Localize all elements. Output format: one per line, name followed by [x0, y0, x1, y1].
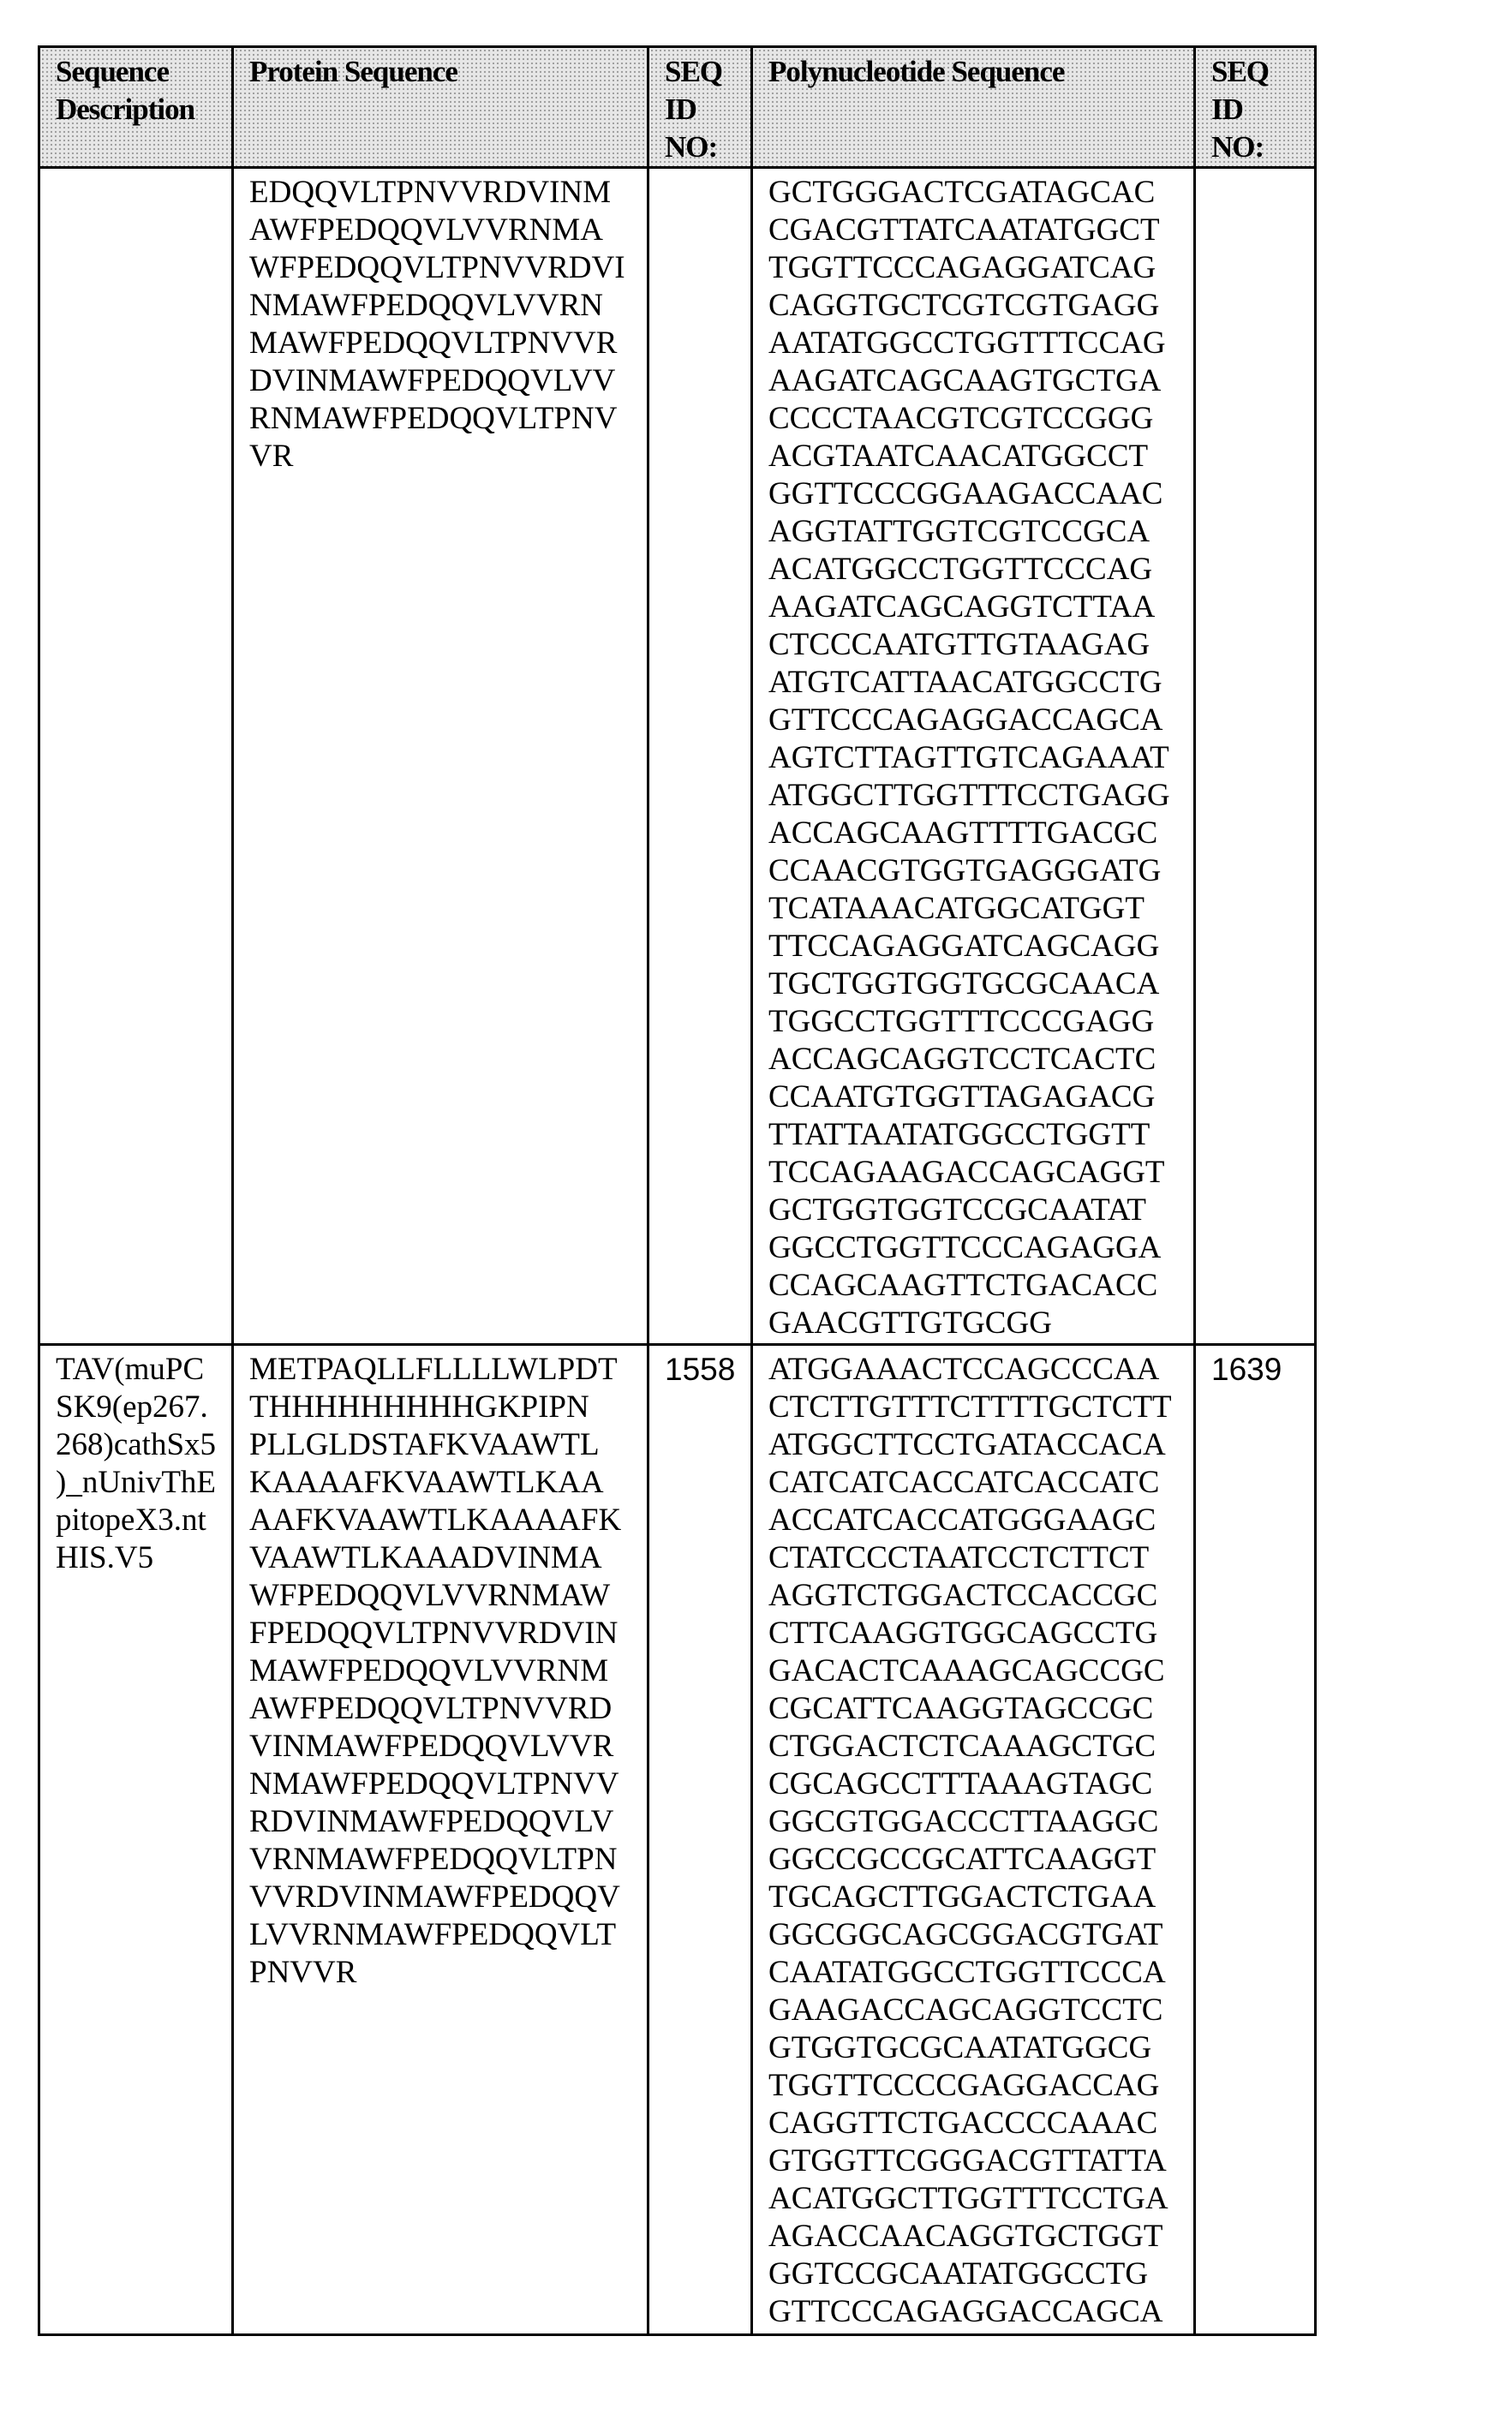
- text-line: METPAQLLFLLLLWLPDT: [249, 1351, 647, 1389]
- text-line: ATGGCTTCCTGATACCACA: [768, 1426, 1193, 1464]
- text-line: GTTCCCAGAGGACCAGCA: [768, 2293, 1193, 2331]
- text-line: VVRDVINMAWFPEDQQV: [249, 1879, 647, 1916]
- text-line: CAATATGGCCTGGTTCCCA: [768, 1954, 1193, 1992]
- text-line: pitopeX3.nt: [56, 1502, 231, 1539]
- text-line: WFPEDQQVLTPNVVRDVI: [249, 249, 647, 287]
- text-line: WFPEDQQVLVVRNMAW: [249, 1577, 647, 1615]
- text-line: AAGATCAGCAGGTCTTAA: [768, 589, 1193, 626]
- text-line: ATGTCATTAACATGGCCTG: [768, 664, 1193, 702]
- text-line: GGCCTGGTTCCCAGAGGA: [768, 1229, 1193, 1267]
- text-line: CGACGTTATCAATATGGCT: [768, 212, 1193, 249]
- text-line: ACCATCACCATGGGAAGC: [768, 1502, 1193, 1539]
- text-line: PNVVR: [249, 1954, 647, 1992]
- text-line: TCCAGAAGACCAGCAGGT: [768, 1154, 1193, 1192]
- text-line: ACGTAATCAACATGGCCT: [768, 438, 1193, 475]
- text-line: MAWFPEDQQVLTPNVVR: [249, 325, 647, 362]
- text-line: AGACCAACAGGTGCTGGT: [768, 2218, 1193, 2256]
- text-line: CAGGTTCTGACCCCAAAC: [768, 2105, 1193, 2142]
- text-line: GCTGGTGGTCCGCAATAT: [768, 1192, 1193, 1229]
- header-polynucleotide-seq-id: [1195, 47, 1316, 168]
- polynucleotide-seq-id-cell: [1195, 168, 1316, 1345]
- text-line: PLLGLDSTAFKVAAWTL: [249, 1426, 647, 1464]
- text-line: LVVRNMAWFPEDQQVLT: [249, 1916, 647, 1954]
- text-line: AGGTATTGGTCGTCCGCA: [768, 513, 1193, 551]
- text-line: TAV(muPC: [56, 1351, 231, 1389]
- header-row: [39, 47, 1316, 168]
- text-line: Sequence: [56, 53, 231, 91]
- text-line: VAAWTLKAAADVINMA: [249, 1539, 647, 1577]
- protein-seq-id-cell: 1558: [648, 1345, 752, 2335]
- text-line: NO:: [665, 128, 750, 166]
- text-line: GGTTCCCGGAAGACCAAC: [768, 475, 1193, 513]
- text-line: CTCTTGTTTCTTTTGCTCTT: [768, 1389, 1193, 1426]
- text-line: GGCCGCCGCATTCAAGGT: [768, 1841, 1193, 1879]
- text-line: CTTCAAGGTGGCAGCCTG: [768, 1615, 1193, 1652]
- text-line: SK9(ep267.: [56, 1389, 231, 1426]
- text-line: GACACTCAAAGCAGCCGC: [768, 1652, 1193, 1690]
- text-line: Protein Sequence: [249, 53, 647, 91]
- text-line: GTTCCCAGAGGACCAGCA: [768, 702, 1193, 739]
- text-line: EDQQVLTPNVVRDVINM: [249, 174, 647, 212]
- text-line: TTCCAGAGGATCAGCAGG: [768, 928, 1193, 965]
- text-line: CTGGACTCTCAAAGCTGC: [768, 1728, 1193, 1766]
- text-line: GTGGTTCGGGACGTTATTA: [768, 2142, 1193, 2180]
- text-line: ACCAGCAGGTCCTCACTC: [768, 1041, 1193, 1079]
- text-line: VINMAWFPEDQQVLVVR: [249, 1728, 647, 1766]
- text-line: GAAGACCAGCAGGTCCTC: [768, 1992, 1193, 2029]
- text-line: ATGGAAACTCCAGCCCAA: [768, 1351, 1193, 1389]
- text-line: SEQ: [665, 53, 750, 91]
- text-line: RNMAWFPEDQQVLTPNV: [249, 400, 647, 438]
- text-line: MAWFPEDQQVLVVRNM: [249, 1652, 647, 1690]
- text-line: GGTCCGCAATATGGCCTG: [768, 2256, 1193, 2293]
- text-line: VRNMAWFPEDQQVLTPN: [249, 1841, 647, 1879]
- text-line: Polynucleotide Sequence: [768, 53, 1193, 91]
- text-line: TGGTTCCCAGAGGATCAG: [768, 249, 1193, 287]
- table-row: [39, 168, 1316, 1345]
- text-line: AWFPEDQQVLTPNVVRD: [249, 1690, 647, 1728]
- text-line: GTGGTGCGCAATATGGCG: [768, 2029, 1193, 2067]
- text-line: ID: [1211, 91, 1314, 128]
- text-line: CCAGCAAGTTCTGACACC: [768, 1267, 1193, 1305]
- header-sequence-description: [39, 47, 233, 168]
- text-line: CTCCCAATGTTGTAAGAG: [768, 626, 1193, 664]
- polynucleotide-sequence-cell: [752, 168, 1195, 1345]
- text-line: AGTCTTAGTTGTCAGAAAT: [768, 739, 1193, 777]
- text-line: RDVINMAWFPEDQQVLV: [249, 1803, 647, 1841]
- header-protein-sequence: [233, 47, 648, 168]
- text-line: TCATAAACATGGCATGGT: [768, 890, 1193, 928]
- table-row: [39, 1345, 1316, 2335]
- text-line: ACATGGCCTGGTTCCCAG: [768, 551, 1193, 589]
- text-line: GGCGGCAGCGGACGTGAT: [768, 1916, 1193, 1954]
- text-line: CTATCCCTAATCCTCTTCT: [768, 1539, 1193, 1577]
- text-line: GCTGGGACTCGATAGCAC: [768, 174, 1193, 212]
- text-line: NO:: [1211, 128, 1314, 166]
- sequence-description-cell: [39, 1345, 233, 2335]
- polynucleotide-sequence-cell: [752, 1345, 1195, 2335]
- protein-sequence-cell: [233, 1345, 648, 2335]
- text-line: AGGTCTGGACTCCACCGC: [768, 1577, 1193, 1615]
- text-line: AWFPEDQQVLVVRNMA: [249, 212, 647, 249]
- text-line: DVINMAWFPEDQQVLVV: [249, 362, 647, 400]
- sequence-table: [38, 45, 1317, 2336]
- text-line: CATCATCACCATCACCATC: [768, 1464, 1193, 1502]
- text-line: CGCATTCAAGGTAGCCGC: [768, 1690, 1193, 1728]
- text-line: KAAAAFKVAAWTLKAA: [249, 1464, 647, 1502]
- polynucleotide-seq-id-cell: 1639: [1195, 1345, 1316, 2335]
- text-line: HIS.V5: [56, 1539, 231, 1577]
- text-line: Description: [56, 91, 231, 128]
- sequence-description-cell: [39, 168, 233, 1345]
- header-protein-seq-id: [648, 47, 752, 168]
- text-line: GAACGTTGTGCGG: [768, 1305, 1193, 1342]
- text-line: AATATGGCCTGGTTTCCAG: [768, 325, 1193, 362]
- text-line: CCAATGTGGTTAGAGACG: [768, 1079, 1193, 1116]
- text-line: CGCAGCCTTTAAAGTAGC: [768, 1766, 1193, 1803]
- text-line: TGCTGGTGGTGCGCAACA: [768, 965, 1193, 1003]
- text-line: ACCAGCAAGTTTTGACGC: [768, 815, 1193, 852]
- text-line: NMAWFPEDQQVLVVRN: [249, 287, 647, 325]
- protein-seq-id-cell: [648, 168, 752, 1345]
- text-line: CAGGTGCTCGTCGTGAGG: [768, 287, 1193, 325]
- text-line: AAFKVAAWTLKAAAAFK: [249, 1502, 647, 1539]
- text-line: CCCCTAACGTCGTCCGGG: [768, 400, 1193, 438]
- text-line: ID: [665, 91, 750, 128]
- text-line: THHHHHHHHHGKPIPN: [249, 1389, 647, 1426]
- text-line: 268)cathSx5: [56, 1426, 231, 1464]
- text-line: GGCGTGGACCCTTAAGGC: [768, 1803, 1193, 1841]
- text-line: NMAWFPEDQQVLTPNVV: [249, 1766, 647, 1803]
- text-line: FPEDQQVLTPNVVRDVIN: [249, 1615, 647, 1652]
- text-line: ATGGCTTGGTTTCCTGAGG: [768, 777, 1193, 815]
- protein-sequence-cell: [233, 168, 648, 1345]
- header-polynucleotide-sequence: [752, 47, 1195, 168]
- text-line: AAGATCAGCAAGTGCTGA: [768, 362, 1193, 400]
- text-line: TGCAGCTTGGACTCTGAA: [768, 1879, 1193, 1916]
- text-line: TGGTTCCCCGAGGACCAG: [768, 2067, 1193, 2105]
- text-line: TGGCCTGGTTTCCCGAGG: [768, 1003, 1193, 1041]
- text-line: CCAACGTGGTGAGGGATG: [768, 852, 1193, 890]
- text-line: VR: [249, 438, 647, 475]
- text-line: ACATGGCTTGGTTTCCTGA: [768, 2180, 1193, 2218]
- text-line: TTATTAATATGGCCTGGTT: [768, 1116, 1193, 1154]
- text-line: )_nUnivThE: [56, 1464, 231, 1502]
- text-line: SEQ: [1211, 53, 1314, 91]
